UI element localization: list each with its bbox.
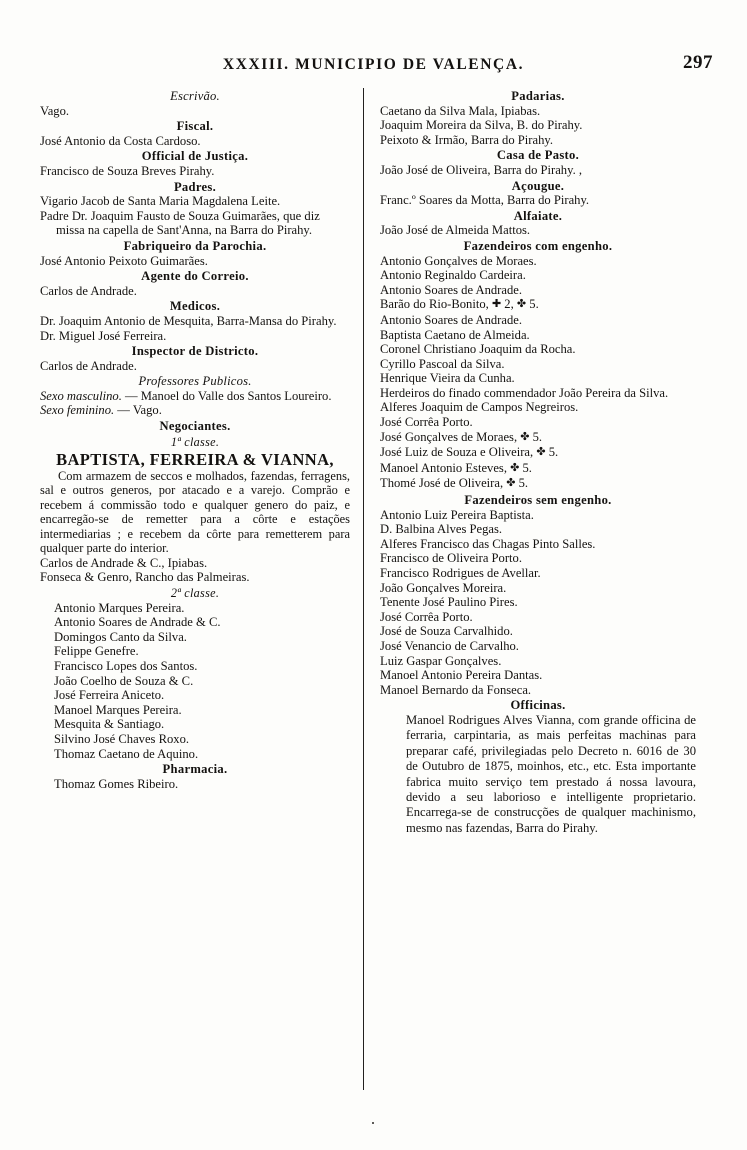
- directory-entry: [380, 430, 696, 446]
- directory-entry: Vago.: [40, 103, 70, 118]
- directory-entry: [380, 461, 696, 477]
- directory-entry: Manoel Marques Pereira.: [54, 702, 182, 717]
- section-heading: Officinas.: [510, 698, 566, 713]
- entry-detail: 5.: [529, 429, 543, 444]
- page-body: [40, 88, 708, 1098]
- entry-name: José Gonçalves de Moraes,: [380, 429, 521, 444]
- directory-entry: João Coelho de Souza & C.: [54, 673, 194, 688]
- directory-entry: Peixoto & Irmão, Barra do Pirahy.: [380, 132, 554, 147]
- entry-detail: 5.: [515, 476, 529, 491]
- directory-entry: Silvino José Chaves Roxo.: [54, 731, 190, 746]
- running-title: XXXIII. MUNICIPIO DE VALENÇA.: [222, 56, 525, 73]
- section-heading: Fazendeiros com engenho.: [463, 238, 613, 253]
- directory-entry: [40, 389, 350, 404]
- directory-entry: Franc.º Soares da Motta, Barra do Pirahy.: [380, 193, 590, 208]
- directory-entry: D. Balbina Alves Pegas.: [380, 522, 503, 537]
- directory-entry: Joaquim Moreira da Silva, B. do Pirahy.: [380, 118, 583, 133]
- directory-entry: Antonio Soares de Andrade.: [380, 282, 522, 297]
- directory-entry: Caetano da Silva Mala, Ipiabas.: [380, 103, 541, 118]
- directory-entry: Francisco Rodrigues de Avellar.: [380, 566, 541, 580]
- section-heading: Padres.: [173, 179, 217, 194]
- flower-symbol-icon: ✤: [536, 445, 546, 459]
- directory-entry: Manoel Bernardo da Fonseca.: [380, 682, 532, 697]
- directory-entry: Francisco de Oliveira Porto.: [380, 551, 522, 566]
- section-heading: Escrivão.: [170, 89, 220, 103]
- directory-entry: Alferes Joaquim de Campos Negreiros.: [380, 400, 579, 415]
- directory-entry: José Antonio da Costa Cardoso.: [40, 133, 201, 148]
- directory-entry: Padre Dr. Joaquim Fausto de Souza Guimarães, que diz missa na capella de Sant'Anna, na Barra do Pirahy.: [40, 208, 320, 238]
- directory-entry: José Venancio de Carvalho.: [380, 638, 519, 653]
- entry-value: — Vago.: [114, 403, 162, 418]
- entry-name: Thomé José de Oliveira,: [380, 476, 507, 491]
- section-heading: Padarias.: [511, 89, 565, 103]
- page-number: 297: [683, 52, 713, 73]
- advertiser-name: BAPTISTA, FERREIRA & VIANNA,: [56, 450, 334, 470]
- directory-entry: Dr. Joaquim Antonio de Mesquita, Barra-Mansa do Pirahy.: [40, 313, 337, 328]
- section-heading: Casa de Pasto.: [496, 148, 580, 163]
- flower-symbol-icon: ✤: [506, 476, 516, 490]
- directory-entry: [380, 476, 696, 492]
- entry-name: Manoel Antonio Esteves,: [380, 460, 511, 475]
- directory-entry: Cyrillo Pascoal da Silva.: [380, 356, 505, 371]
- directory-entry: Thomaz Gomes Ribeiro.: [54, 776, 179, 791]
- directory-entry: Alferes Francisco das Chagas Pinto Salles.: [380, 536, 596, 551]
- advertisement-text: Com armazem de seccos e molhados, fazendas, ferragens, sal e outros generos, por atacado e a varejo. Comprão e recebem á commissão todo e qualquer genero do paiz, e encarregão-se de remetter para a côrte e estações intermediarias ; e recebem da côrte para remetterem para qualquer parte do interior.: [40, 468, 350, 556]
- directory-entry: Mesquita & Santiago.: [54, 717, 165, 732]
- directory-entry: Thomaz Caetano de Aquino.: [54, 746, 199, 761]
- entry-detail: 2,: [501, 297, 517, 312]
- section-heading: Pharmacia.: [162, 762, 228, 777]
- entry-value: — Manoel do Valle dos Santos Loureiro.: [121, 388, 332, 403]
- section-heading: Alfaiate.: [513, 208, 563, 223]
- section-heading: Inspector de Districto.: [131, 344, 259, 359]
- section-heading: Medicos.: [169, 299, 221, 314]
- entry-detail: 5.: [519, 460, 532, 475]
- directory-entry: João Gonçalves Moreira.: [380, 580, 507, 595]
- column-divider: [363, 88, 364, 1090]
- directory-entry: Domingos Canto da Silva.: [54, 629, 187, 644]
- subsection-heading: 2ª classe.: [170, 586, 220, 601]
- directory-entry: José Corrêa Porto.: [380, 609, 473, 624]
- section-heading: Agente do Correio.: [141, 269, 249, 284]
- directory-entry: Antonio Gonçalves de Moraes.: [380, 253, 537, 268]
- directory-entry: José de Souza Carvalhido.: [380, 624, 513, 639]
- directory-entry: João José de Almeida Mattos.: [380, 223, 531, 238]
- directory-entry: Baptista Caetano de Almeida.: [380, 327, 530, 342]
- directory-entry: Antonio Reginaldo Cardeira.: [380, 268, 526, 283]
- section-heading: Fabriqueiro da Parochia.: [123, 238, 267, 253]
- directory-entry: Antonio Soares de Andrade & C.: [54, 615, 221, 630]
- directory-entry: José Corrêa Porto.: [380, 415, 473, 430]
- directory-entry: Dr. Miguel José Ferreira.: [40, 328, 167, 343]
- directory-entry: Fonseca & Genro, Rancho das Palmeiras.: [40, 570, 250, 585]
- subsection-heading: 1ª classe.: [170, 434, 220, 449]
- directory-entry: Carlos de Andrade.: [40, 358, 137, 373]
- directory-entry: Antonio Marques Pereira.: [54, 600, 185, 615]
- directory-entry: Carlos de Andrade & C., Ipiabas.: [40, 555, 208, 570]
- directory-entry: Luiz Gaspar Gonçalves.: [380, 653, 502, 668]
- entry-detail: 5.: [526, 297, 539, 312]
- column-left: [40, 88, 350, 791]
- page-header: [0, 52, 747, 82]
- directory-entry: [380, 297, 696, 313]
- section-heading: Official de Justiça.: [141, 149, 249, 164]
- directory-entry: Carlos de Andrade.: [40, 283, 137, 298]
- directory-entry: Herdeiros do finado commendador João Pereira da Silva.: [380, 385, 669, 400]
- directory-entry: [380, 445, 696, 461]
- section-heading: Fazendeiros sem engenho.: [464, 493, 612, 508]
- flower-symbol-icon: ✤: [520, 429, 530, 443]
- directory-entry: Manoel Antonio Pereira Dantas.: [380, 668, 543, 683]
- section-heading: Açougue.: [511, 178, 565, 193]
- directory-entry: Francisco Lopes dos Santos.: [54, 659, 198, 673]
- officina-entry-text: Manoel Rodrigues Alves Vianna, com grande officina de ferraria, carpintaria, as mais perfeitas machinas para preparar café, privilegiadas pelo Decreto n. 6016 de 30 de Outubro de 1875, moinhos, etc., etc. Esta importante fabrica muito serviço tem prestado á nossa lavoura, devido a seu laborioso e intelligente proprietario. Encarrega-se de construcções de qualquer machinismo, mesmo nas fazendas, Barra do Pirahy.: [406, 712, 696, 835]
- section-heading: Fiscal.: [176, 119, 214, 134]
- directory-entry: Henrique Vieira da Cunha.: [380, 371, 515, 386]
- page-ornament-dot: [372, 1122, 374, 1124]
- directory-entry: [40, 403, 350, 418]
- directory-entry: José Antonio Peixoto Guimarães.: [40, 253, 208, 268]
- directory-entry: João José de Oliveira, Barra do Pirahy. ,: [380, 162, 583, 177]
- directory-entry: Coronel Christiano Joaquim da Rocha.: [380, 342, 576, 357]
- directory-entry: Antonio Soares de Andrade.: [380, 312, 522, 327]
- directory-entry: Felippe Genefre.: [54, 644, 139, 659]
- entry-label: Sexo masculino.: [40, 388, 122, 403]
- directory-entry: Antonio Luiz Pereira Baptista.: [380, 507, 534, 522]
- flower-symbol-icon: ✤: [516, 297, 527, 311]
- flower-symbol-icon: ✤: [510, 460, 520, 474]
- entry-label: Sexo feminino.: [40, 403, 115, 418]
- directory-entry: Tenente José Paulino Pires.: [380, 595, 518, 610]
- cross-symbol-icon: ✚: [491, 297, 502, 311]
- section-heading: Negociantes.: [159, 419, 231, 434]
- entry-detail: 5.: [545, 445, 559, 460]
- column-right: [380, 88, 696, 836]
- entry-name: José Luiz de Souza e Oliveira,: [380, 445, 537, 460]
- directory-entry: Francisco de Souza Breves Pirahy.: [40, 163, 215, 178]
- directory-entry: José Ferreira Aniceto.: [54, 688, 165, 703]
- directory-entry: Vigario Jacob de Santa Maria Magdalena Leite.: [40, 194, 281, 209]
- section-heading: Professores Publicos.: [138, 374, 252, 389]
- entry-name: Barão do Rio-Bonito,: [380, 297, 492, 312]
